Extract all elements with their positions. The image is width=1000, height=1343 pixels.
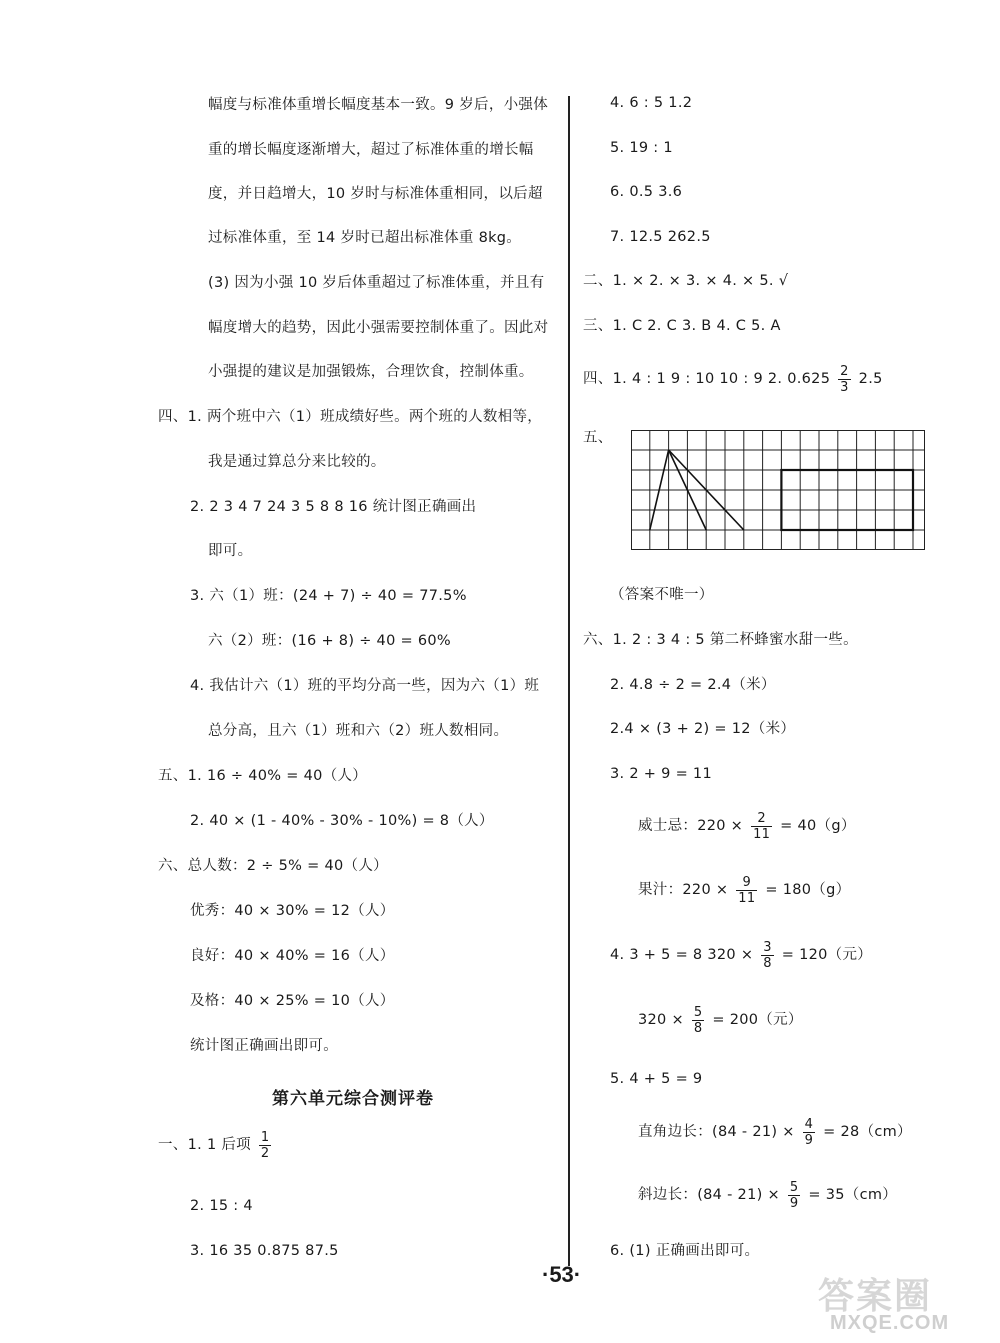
answer-section-5: 五、 [583,430,613,446]
answer-line: 3. 2 + 9 = 11 [610,766,712,782]
text-line: 总分高，且六（1）班和六（2）班人数相同。 [208,723,509,739]
watermark-logo [818,1268,993,1340]
text-line: 及格：40 × 25% = 10（人） [190,993,395,1009]
rectangle-figure [781,470,913,530]
answer-text: 320 × [638,1012,684,1028]
numerator: 5 [789,1179,799,1195]
denominator: 9 [804,1132,814,1148]
watermark-text: 答案圈 [818,1276,933,1317]
section-title: 第六单元综合测评卷 [272,1089,434,1109]
fraction [838,364,851,395]
numerator: 2 [751,811,772,827]
answer-line: 5. 19 : 1 [610,140,673,156]
denominator: 8 [763,955,772,971]
answer-line: 7. 12.5 262.5 [610,229,711,245]
fraction [751,811,772,842]
question-1-3: 3. 16 35 0.875 87.5 [190,1243,339,1259]
numerator: 1 [260,1129,270,1145]
answer-line: 2. 4.8 ÷ 2 = 2.4（米） [610,677,776,693]
denominator: 3 [840,379,849,395]
answer-text: = 40（g） [780,818,856,834]
text-line: 过标准体重，至 14 岁时已超出标准体重 8kg。 [208,230,522,246]
grid-figure [631,430,925,550]
grid-lines [631,430,925,550]
answer-line [638,1178,897,1212]
answer-line: 6. (1) 正确画出即可。 [610,1243,760,1259]
answer-text: = 180（g） [765,882,851,898]
question-1-1-text: 一、1. 1 后项 [158,1137,251,1153]
text-line: (3) 因为小强 10 岁后体重超过了标准体重，并且有 [208,275,545,291]
answer-text: 威士忌：220 × [638,818,744,834]
answer-line [610,938,872,972]
question-5-1: 五、1. 16 ÷ 40% = 40（人） [158,768,368,784]
text-line: 幅度与标准体重增长幅度基本一致。9 岁后，小强体 [208,97,549,113]
denominator: 11 [738,890,756,906]
answer-line: 4. 6 : 5 1.2 [610,95,693,111]
question-4-1: 四、1. 两个班中六（1）班成绩好些。两个班的人数相等， [158,409,543,425]
text-line: 统计图正确画出即可。 [190,1038,338,1054]
question-1-2: 2. 15 : 4 [190,1198,253,1214]
fraction [692,1005,705,1036]
fraction [736,875,757,906]
text-line: 重的增长幅度逐渐增大，超过了标准体重的增长幅 [208,142,534,158]
answer-text: 2.5 [858,371,883,387]
answer-note: （答案不唯一） [610,587,714,603]
answer-line [638,1003,803,1037]
answer-text: 斜边长：(84 - 21) × [638,1187,780,1203]
answer-section-6: 六、1. 2 : 3 4 : 5 第二杯蜂蜜水甜一些。 [583,632,858,648]
text-line: 幅度增大的趋势，因此小强需要控制体重了。因此对 [208,320,549,336]
text-line: 优秀：40 × 30% = 12（人） [190,903,395,919]
numerator: 3 [763,939,772,955]
text-line: 六（2）班：(16 + 8) ÷ 40 = 60% [208,633,451,649]
answer-text: = 120（元） [781,947,873,963]
watermark-url: MXQE.COM [830,1312,950,1334]
answer-text: 四、1. 4 : 1 9 : 10 10 : 9 2. 0.625 [583,371,831,387]
denominator: 2 [260,1145,270,1161]
answer-text: = 35（cm） [808,1187,898,1203]
question-5-2: 2. 40 × (1 - 40% - 30% - 10%) = 8（人） [190,813,494,829]
answer-text: = 200（元） [712,1012,803,1028]
fraction [788,1180,801,1211]
answer-text: 直角边长：(84 - 21) × [638,1124,795,1140]
numerator: 2 [840,363,849,379]
answer-line [638,873,850,907]
numerator: 9 [736,875,757,891]
numerator: 4 [804,1116,814,1132]
text-line: 良好：40 × 40% = 16（人） [190,948,395,964]
denominator: 8 [693,1020,703,1036]
question-4-2: 2. 2 3 4 7 24 3 5 8 8 16 统计图正确画出 [190,499,477,515]
column-divider [568,96,570,1266]
answer-section-3: 三、1. C 2. C 3. B 4. C 5. A [583,318,781,334]
fraction [761,940,774,971]
answer-line [638,1115,912,1149]
page-number: ·53· [542,1262,582,1287]
text-line: 度，并日趋增大，10 岁时与标准体重相同，以后超 [208,186,543,202]
fraction [259,1130,272,1161]
fraction [803,1117,816,1148]
answer-text: 果汁：220 × [638,882,729,898]
question-4-3: 3. 六（1）班：(24 + 7) ÷ 40 = 77.5% [190,588,467,604]
denominator: 9 [789,1195,799,1211]
text-line: 我是通过算总分来比较的。 [208,454,386,470]
text-line: 小强提的建议是加强锻炼，合理饮食，控制体重。 [208,364,534,380]
answer-line: 2.4 × (3 + 2) = 12（米） [610,721,796,737]
answer-line: 6. 0.5 3.6 [610,184,683,200]
question-1-1 [158,1128,274,1162]
answer-section-4 [583,362,883,396]
question-4-4: 4. 我估计六（1）班的平均分高一些，因为六（1）班 [190,678,540,694]
answer-section-2: 二、1. × 2. × 3. × 4. × 5. √ [583,273,789,289]
numerator: 5 [693,1004,703,1020]
answer-text: = 28（cm） [823,1124,912,1140]
denominator: 11 [753,826,771,842]
answer-line: 5. 4 + 5 = 9 [610,1071,703,1087]
question-6: 六、总人数：2 ÷ 5% = 40（人） [158,858,388,874]
text-line: 即可。 [208,543,253,559]
answer-line [638,809,856,843]
answer-text: 4. 3 + 5 = 8 320 × [610,947,754,963]
